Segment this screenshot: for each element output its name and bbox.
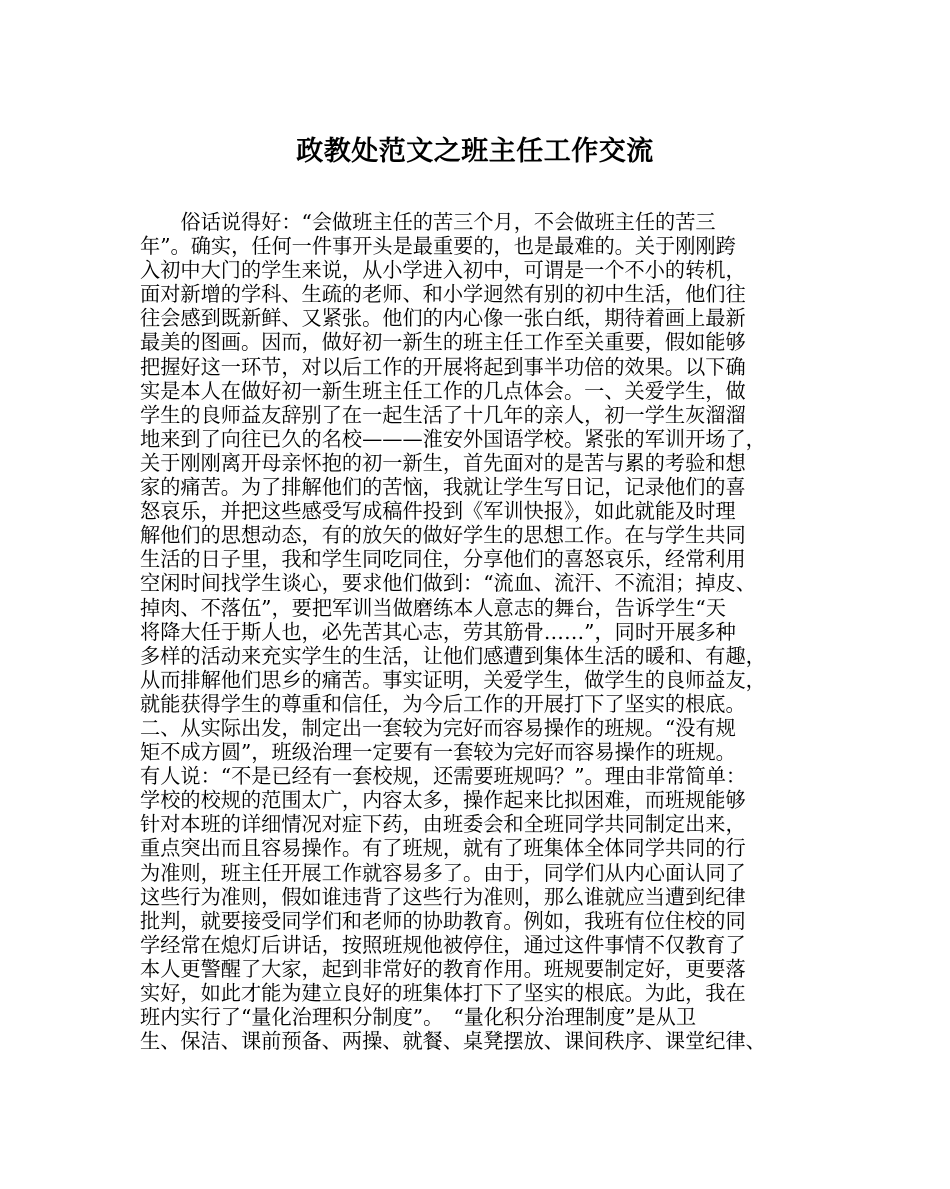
- body-line: 二、从实际出发，制定出一套较为完好而容易操作的班规。“没有规: [140, 715, 736, 740]
- body-line: 家的痛苦。为了排解他们的苦恼，我就让学生写日记，记录他们的喜: [140, 475, 746, 500]
- body-line: 年”。确实，任何一件事开头是最重要的，也是最难的。关于刚刚跨: [140, 234, 736, 259]
- body-line: 把握好这一环节，对以后工作的开展将起到事半功倍的效果。以下确: [140, 354, 746, 379]
- body-line: 怒哀乐，并把这些感受写成稿件投到《军训快报》，如此就能及时理: [140, 499, 736, 524]
- body-line: 解他们的思想动态，有的放矢的做好学生的思想工作。在与学生共同: [140, 523, 746, 548]
- body-line: 实好，如此才能为建立良好的班集体打下了坚实的根底。为此，我在: [140, 981, 746, 1005]
- body-line: 这些行为准则，假如谁违背了这些行为准则，那么谁就应当遭到纪律: [140, 884, 746, 909]
- document-title: 政教处范文之班主任工作交流: [296, 136, 654, 167]
- body-line: 学生的良师益友辞别了在一起生活了十几年的亲人，初一学生灰溜溜: [140, 402, 746, 427]
- body-line: 多样的活动来充实学生的生活，让他们感遭到集体生活的暖和、有趣，: [140, 643, 766, 668]
- body-line: 关于刚刚离开母亲怀抱的初一新生，首先面对的是苦与累的考验和想: [140, 450, 746, 475]
- body-line: 矩不成方圆”，班级治理一定要有一套较为完好而容易操作的班规。: [140, 740, 736, 765]
- body-line: 重点突出而且容易操作。有了班规，就有了班集体全体同学共同的行: [140, 836, 746, 861]
- body-line: 最美的图画。因而，做好初一新生的班主任工作至关重要，假如能够: [140, 330, 746, 355]
- body-line: 往会感到既新鲜、又紧张。他们的内心像一张白纸，期待着画上最新: [140, 306, 746, 331]
- body-line: 为准则，班主任开展工作就容易多了。由于，同学们从内心面认同了: [140, 860, 746, 885]
- body-line: 批判，就要接受同学们和老师的协助教育。例如，我班有位住校的同: [140, 908, 746, 933]
- body-line: 面对新增的学科、生疏的老师、和小学迥然有别的初中生活，他们往: [140, 282, 746, 307]
- body-line: 学经常在熄灯后讲话，按照班规他被停住，通过这件事情不仅教育了: [140, 932, 746, 957]
- body-line: 入初中大门的学生来说，从小学进入初中，可谓是一个不小的转机，: [140, 258, 746, 283]
- body-line: 班内实行了“量化治理积分制度”。 “量化积分治理制度”是从卫: [140, 1005, 697, 1030]
- body-line: 有人说：“不是已经有一套校规，还需要班规吗？”。理由非常简单：: [140, 764, 747, 789]
- document-body: [140, 210, 825, 1053]
- body-line: 学校的校规的范围太广，内容太多，操作起来比拟困难，而班规能够: [140, 788, 746, 813]
- body-line: 掉肉、不落伍”，要把军训当做磨练本人意志的舞台，告诉学生“天: [140, 595, 726, 620]
- body-line: 生、保洁、课前预备、两操、就餐、桌凳摆放、课间秩序、课堂纪律、: [140, 1029, 766, 1054]
- body-line: 从而排解他们思乡的痛苦。事实证明，关爱学生，做学生的良师益友，: [140, 667, 766, 692]
- body-line: 实是本人在做好初一新生班主任工作的几点体会。一、关爱学生，做: [140, 378, 746, 403]
- body-line: 地来到了向往已久的名校———淮安外国语学校。紧张的军训开场了，: [140, 426, 766, 451]
- body-line: 空闲时间找学生谈心，要求他们做到：“流血、流汗、不流泪；掉皮、: [140, 571, 756, 596]
- body-line: 本人更警醒了大家，起到非常好的教育作用。班规要制定好，更要落: [140, 956, 746, 981]
- body-line: 生活的日子里，我和学生同吃同住，分享他们的喜怒哀乐，经常利用: [140, 547, 746, 572]
- body-line: 将降大任于斯人也，必先苦其心志，劳其筋骨……”，同时开展多种: [140, 619, 736, 644]
- body-line: 就能获得学生的尊重和信任，为今后工作的开展打下了坚实的根底。: [140, 691, 746, 716]
- body-line: 俗话说得好：“会做班主任的苦三个月，不会做班主任的苦三: [140, 210, 716, 234]
- body-line: 针对本班的详细情况对症下药，由班委会和全班同学共同制定出来，: [140, 812, 746, 837]
